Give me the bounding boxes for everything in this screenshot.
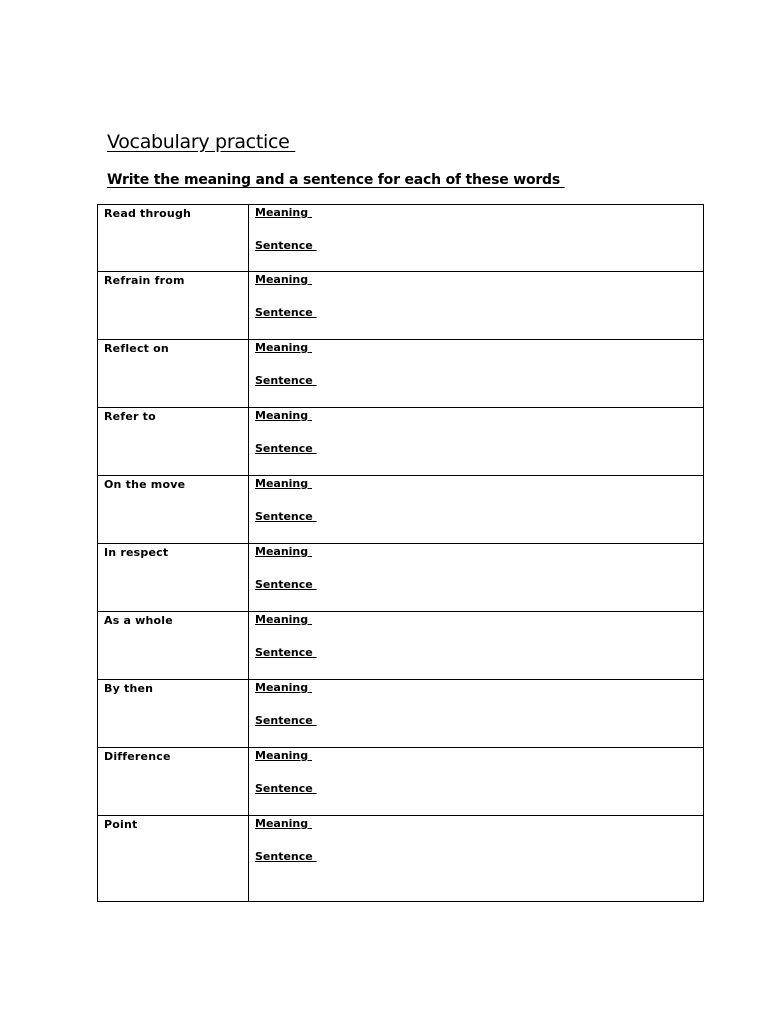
word-cell: Point [98,816,249,902]
sentence-label: Sentence [255,374,317,387]
sentence-label: Sentence [255,442,317,455]
sentence-label: Sentence [255,782,317,795]
word-cell: As a whole [98,612,249,680]
sentence-label: Sentence [255,850,317,863]
meaning-label: Meaning [255,477,312,490]
table-row [98,816,704,902]
word-cell: Reflect on [98,340,249,408]
meaning-label: Meaning [255,341,312,354]
word-cell: In respect [98,544,249,612]
meaning-label: Meaning [255,206,312,219]
table-row [98,205,704,272]
meaning-label: Meaning [255,749,312,762]
table-row [98,748,704,816]
table-row [98,272,704,340]
sentence-label: Sentence [255,239,317,252]
table-row [98,612,704,680]
sentence-label: Sentence [255,714,317,727]
meaning-label: Meaning [255,817,312,830]
answer-cell[interactable] [249,476,704,544]
answer-cell[interactable] [249,816,704,902]
table-row [98,680,704,748]
word-cell: By then [98,680,249,748]
answer-cell[interactable] [249,340,704,408]
table-row [98,408,704,476]
meaning-label: Meaning [255,273,312,286]
meaning-label: Meaning [255,545,312,558]
meaning-label: Meaning [255,613,312,626]
word-cell: On the move [98,476,249,544]
word-cell: Refer to [98,408,249,476]
answer-cell[interactable] [249,544,704,612]
table-row [98,476,704,544]
meaning-label: Meaning [255,681,312,694]
sentence-label: Sentence [255,510,317,523]
vocabulary-table [97,204,704,902]
answer-cell[interactable] [249,680,704,748]
sentence-label: Sentence [255,646,317,659]
sentence-label: Sentence [255,306,317,319]
answer-cell[interactable] [249,205,704,272]
meaning-label: Meaning [255,409,312,422]
sentence-label: Sentence [255,578,317,591]
table-row [98,544,704,612]
answer-cell[interactable] [249,408,704,476]
answer-cell[interactable] [249,272,704,340]
answer-cell[interactable] [249,612,704,680]
table-row [98,340,704,408]
page-title: Vocabulary practice [107,131,296,153]
word-cell: Refrain from [98,272,249,340]
word-cell: Difference [98,748,249,816]
answer-cell[interactable] [249,748,704,816]
word-cell: Read through [98,205,249,272]
instruction-text: Write the meaning and a sentence for each of these words [107,172,565,188]
